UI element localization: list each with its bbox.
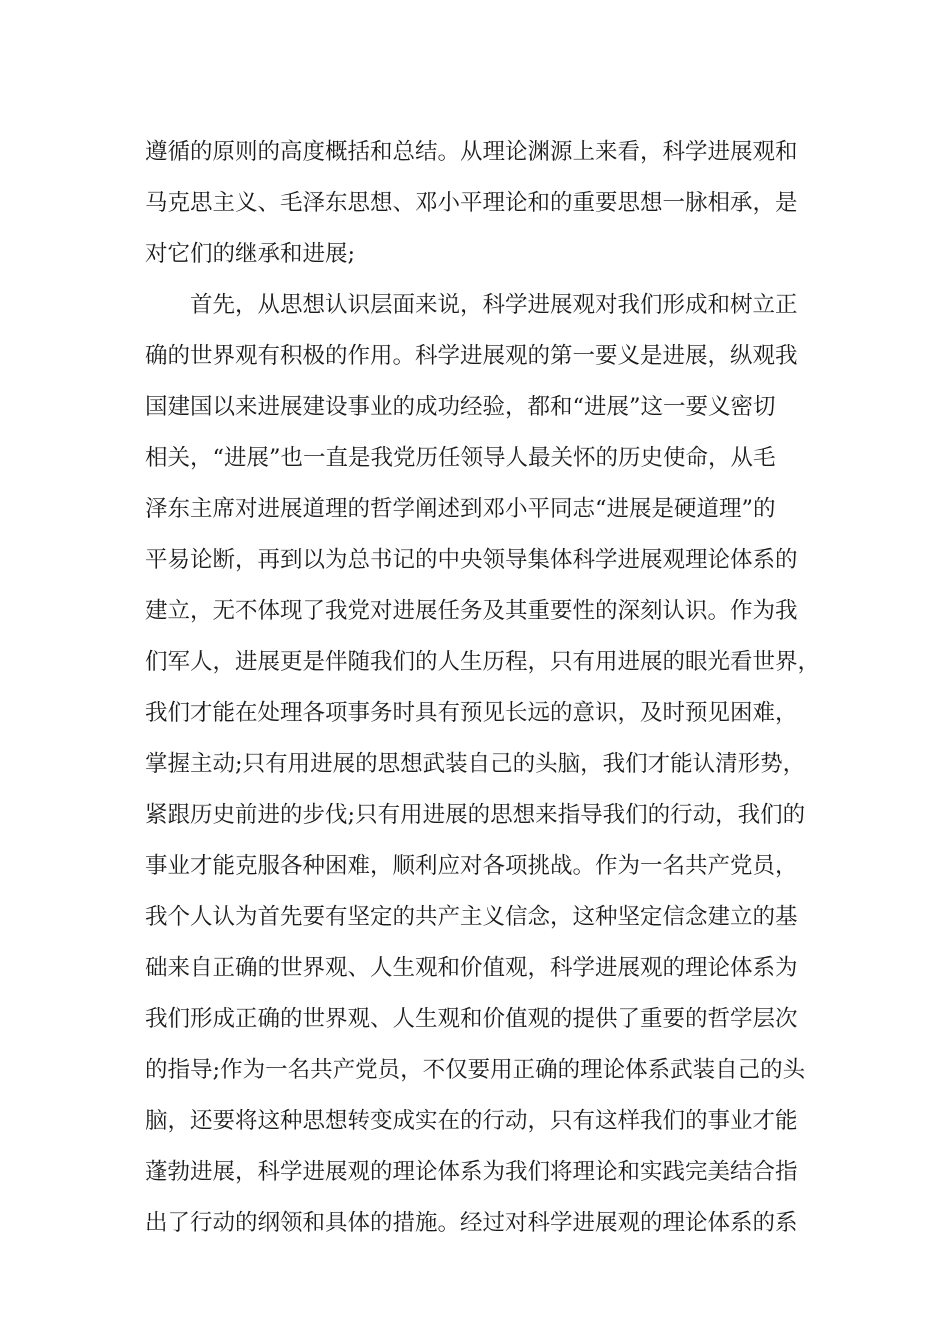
text-line: 确的世界观有积极的作用。科学进展观的第一要义是进展，纵观我 — [145, 343, 798, 369]
text-line: 础来自正确的世界观、人生观和价值观，科学进展观的理论体系为 — [145, 955, 798, 981]
text-line: 的指导;作为一名共产党员，不仅要用正确的理论体系武装自己的头 — [145, 1057, 806, 1083]
text-line: 遵循的原则的高度概括和总结。从理论渊源上来看，科学进展观和 — [145, 139, 798, 165]
text-line: 马克思主义、毛泽东思想、邓小平理论和的重要思想一脉相承，是 — [145, 190, 798, 216]
text-line: 掌握主动;只有用进展的思想武装自己的头脑，我们才能认清形势， — [145, 751, 806, 777]
text-line: 们军人，进展更是伴随我们的人生历程，只有用进展的眼光看世界， — [145, 649, 821, 675]
text-line: 蓬勃进展，科学进展观的理论体系为我们将理论和实践完美结合指 — [145, 1159, 798, 1185]
text-line: 出了行动的纲领和具体的措施。经过对科学进展观的理论体系的系 — [145, 1210, 798, 1236]
text-line: 平易论断，再到以为总书记的中央领导集体科学进展观理论体系的 — [145, 547, 798, 573]
text-line: 我个人认为首先要有坚定的共产主义信念，这种坚定信念建立的基 — [145, 904, 798, 930]
text-line: 我们才能在处理各项事务时具有预见长远的意识，及时预见困难， — [145, 700, 798, 726]
paragraph-1 — [145, 127, 825, 280]
text-line: 对它们的继承和进展; — [145, 241, 356, 267]
text-line: 事业才能克服各种困难，顺利应对各项挑战。作为一名共产党员， — [145, 853, 798, 879]
text-line-first: 首先，从思想认识层面来说，科学进展观对我们形成和树立正 — [190, 292, 798, 318]
text-line: 泽东主席对进展道理的哲学阐述到邓小平同志“进展是硬道理”的 — [145, 496, 776, 522]
text-line: 脑，还要将这种思想转变成实在的行动，只有这样我们的事业才能 — [145, 1108, 798, 1134]
text-line: 我们形成正确的世界观、人生观和价值观的提供了重要的哲学层次 — [145, 1006, 798, 1032]
text-line: 相关，“进展”也一直是我党历任领导人最关怀的历史使命，从毛 — [145, 445, 776, 471]
text-line: 紧跟历史前进的步伐;只有用进展的思想来指导我们的行动，我们的 — [145, 802, 806, 828]
paragraph-2 — [145, 280, 825, 1249]
text-line: 建立，无不体现了我党对进展任务及其重要性的深刻认识。作为我 — [145, 598, 798, 624]
text-line: 国建国以来进展建设事业的成功经验，都和“进展”这一要义密切 — [145, 394, 776, 420]
